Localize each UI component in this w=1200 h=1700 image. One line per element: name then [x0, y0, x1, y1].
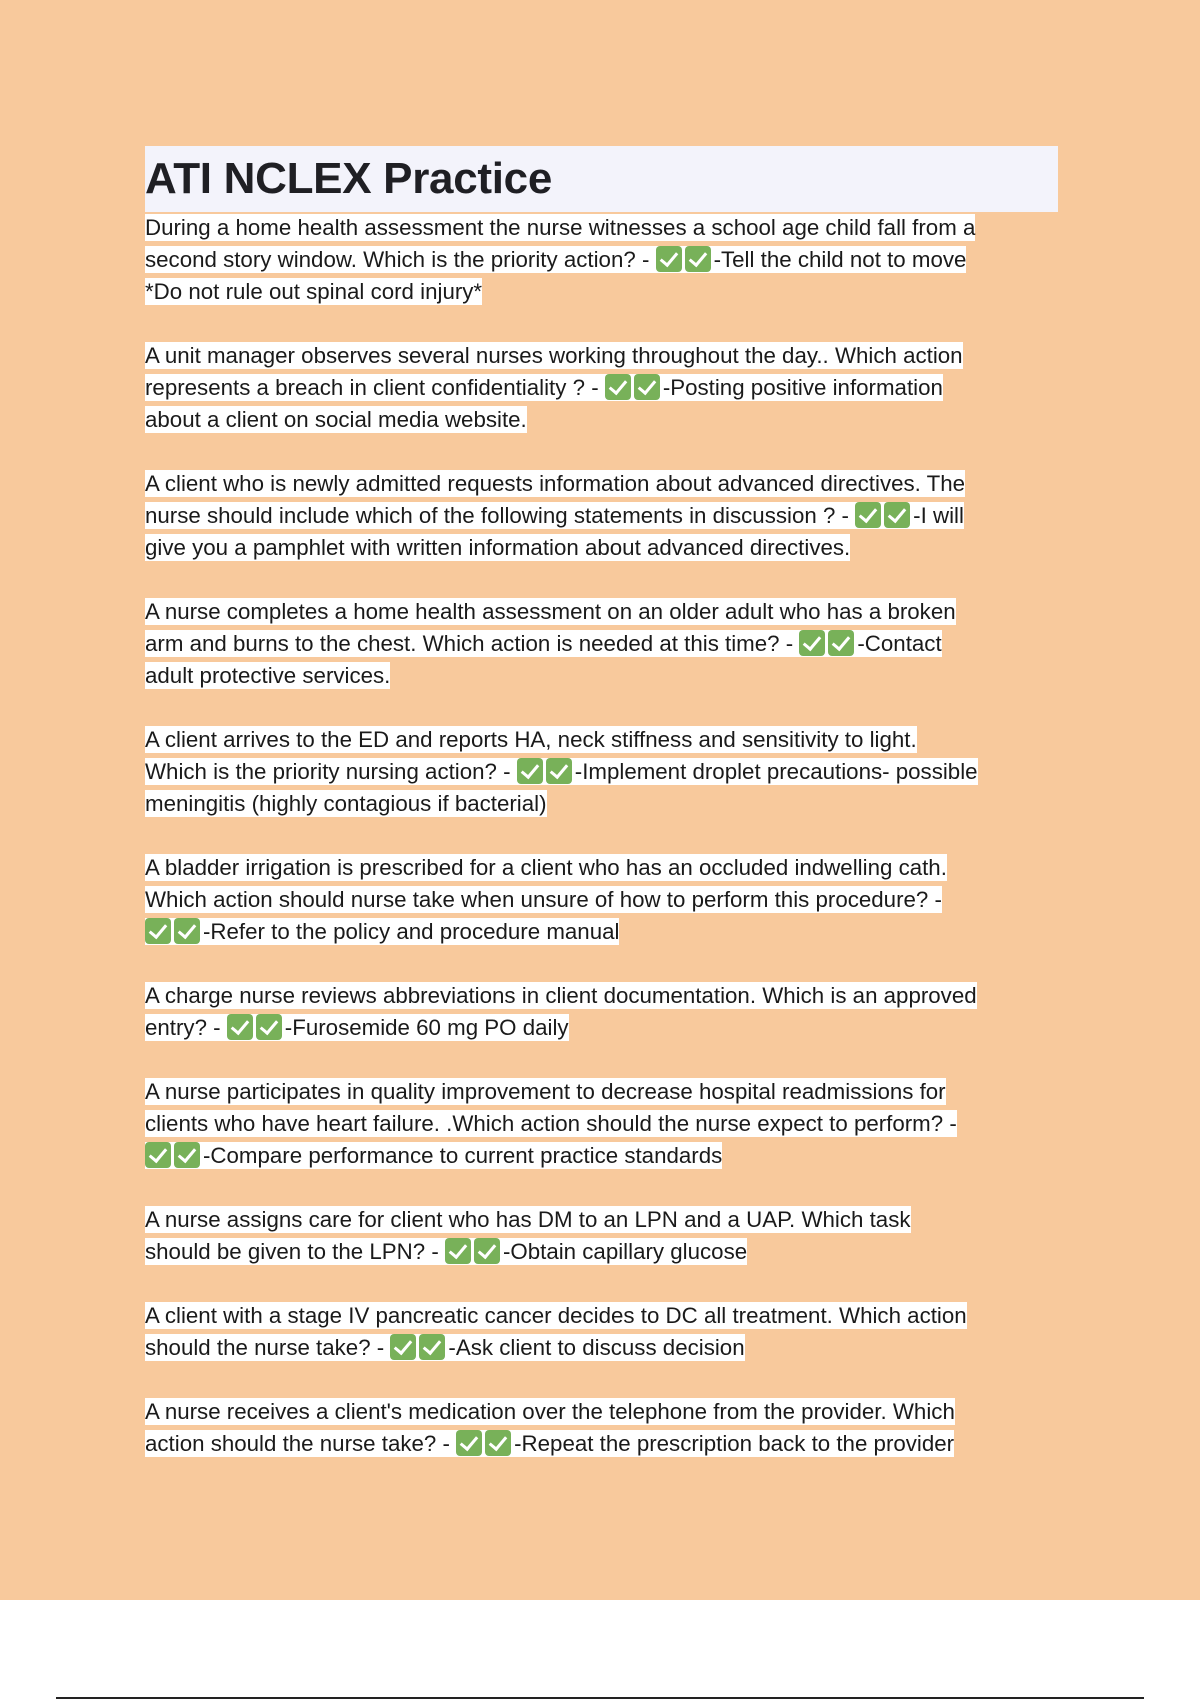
question-item — [145, 1076, 1060, 1172]
question-text: A client arrives to the ED and reports HA, neck stiffness and sensitivity to light. — [145, 727, 917, 752]
check-mark-icon — [174, 918, 200, 944]
check-mark-icon — [445, 1238, 471, 1264]
question-text: A nurse receives a client's medication over the telephone from the provider. Which — [145, 1399, 955, 1424]
check-mark-icon — [634, 374, 660, 400]
question-text: action should the nurse take? - — [145, 1431, 457, 1456]
question-text: A nurse assigns care for client who has DM to an LPN and a UAP. Which task — [145, 1207, 911, 1232]
check-mark-icon — [884, 502, 910, 528]
document-title: ATI NCLEX Practice — [145, 154, 553, 203]
question-text: A nurse participates in quality improvement to decrease hospital readmissions for — [145, 1079, 946, 1104]
answer-text: -Tell the child not to move — [713, 247, 967, 272]
question-text: Which is the priority nursing action? - — [145, 759, 517, 784]
question-item — [145, 852, 1060, 948]
question-list — [145, 212, 1060, 1492]
question-text: arm and burns to the chest. Which action is needed at this time? - — [145, 631, 800, 656]
answer-text: -Refer to the policy and procedure manual — [203, 919, 620, 944]
question-item — [145, 1300, 1060, 1364]
check-mark-icon — [517, 758, 543, 784]
check-mark-icon — [227, 1014, 253, 1040]
question-item — [145, 340, 1060, 436]
check-mark-icon — [855, 502, 881, 528]
question-item — [145, 596, 1060, 692]
check-mark-icon — [656, 246, 682, 272]
question-item — [145, 468, 1060, 564]
answer-text: -Furosemide 60 mg PO daily — [284, 1015, 569, 1040]
question-text: A charge nurse reviews abbreviations in client documentation. Which is an approved — [145, 983, 977, 1008]
question-item — [145, 724, 1060, 820]
check-mark-icon — [145, 1142, 171, 1168]
check-mark-icon — [145, 918, 171, 944]
question-text: clients who have heart failure. .Which action should the nurse expect to perform? - — [145, 1111, 957, 1136]
check-mark-icon — [256, 1014, 282, 1040]
answer-text: -Posting positive information — [662, 375, 943, 400]
check-mark-icon — [799, 630, 825, 656]
question-item — [145, 1396, 1060, 1460]
question-text: A unit manager observes several nurses working throughout the day.. Which action — [145, 343, 963, 368]
question-item — [145, 212, 1060, 308]
answer-text: -Compare performance to current practice standards — [203, 1143, 723, 1168]
question-text: A client who is newly admitted requests information about advanced directives. The — [145, 471, 966, 496]
question-text: second story window. Which is the priority action? - — [145, 247, 656, 272]
question-text: A client with a stage IV pancreatic cancer decides to DC all treatment. Which action — [145, 1303, 967, 1328]
check-mark-icon — [390, 1334, 416, 1360]
footer-divider — [56, 1697, 1144, 1699]
question-text: nurse should include which of the following statements in discussion ? - — [145, 503, 856, 528]
question-text: A bladder irrigation is prescribed for a client who has an occluded indwelling cath. — [145, 855, 947, 880]
question-text: A nurse completes a home health assessment on an older adult who has a broken — [145, 599, 956, 624]
answer-text-continued: meningitis (highly contagious if bacterial) — [145, 791, 547, 816]
question-text: should be given to the LPN? - — [145, 1239, 445, 1264]
answer-text: -Ask client to discuss decision — [448, 1335, 745, 1360]
answer-text-continued: give you a pamphlet with written information about advanced directives. — [145, 535, 851, 560]
answer-text-continued: about a client on social media website. — [145, 407, 527, 432]
answer-text-continued: *Do not rule out spinal cord injury* — [145, 279, 483, 304]
check-mark-icon — [419, 1334, 445, 1360]
answer-text: -I will — [913, 503, 964, 528]
check-mark-icon — [828, 630, 854, 656]
question-text: During a home health assessment the nurse witnesses a school age child fall from a — [145, 215, 976, 240]
answer-text: -Repeat the prescription back to the provider — [514, 1431, 955, 1456]
question-text: Which action should nurse take when unsure of how to perform this procedure? - — [145, 887, 942, 912]
question-item — [145, 1204, 1060, 1268]
check-mark-icon — [605, 374, 631, 400]
check-mark-icon — [685, 246, 711, 272]
question-text: should the nurse take? - — [145, 1335, 391, 1360]
check-mark-icon — [546, 758, 572, 784]
check-mark-icon — [174, 1142, 200, 1168]
answer-text-continued: adult protective services. — [145, 663, 391, 688]
check-mark-icon — [456, 1430, 482, 1456]
answer-text: -Obtain capillary glucose — [502, 1239, 748, 1264]
answer-text: -Implement droplet precautions- possible — [574, 759, 978, 784]
question-text: represents a breach in client confidentiality ? - — [145, 375, 605, 400]
answer-text: -Contact — [857, 631, 942, 656]
question-item — [145, 980, 1060, 1044]
check-mark-icon — [485, 1430, 511, 1456]
question-text: entry? - — [145, 1015, 227, 1040]
check-mark-icon — [474, 1238, 500, 1264]
